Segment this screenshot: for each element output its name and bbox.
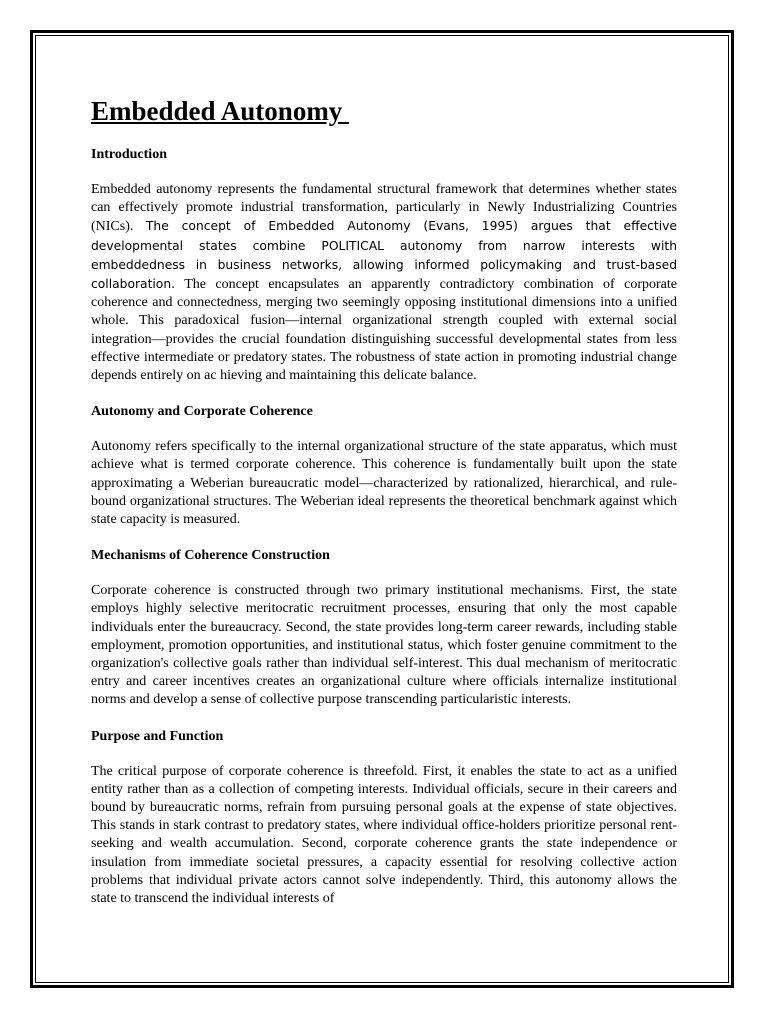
intro-text-part-1: Embedded autonomy represents the fundamental structural framework that determines whether states can effectively promote industrial transformation, particularly in Newly Industrializing Countries (NICs).	[91, 182, 677, 235]
intro-text-part-3: The concept encapsulates an apparently contradictory combination of corporate coherence and connectedness, merging two seemingly opposing institutional dimensions into a unified whole. This paradoxical fusion—internal organizational strength coupled with external social integration—provides the crucial foundation distinguishing successful developmental states from less effective intermediate or predatory states. The robustness of state action in promoting industrial change depends entirely on ac hieving and maintaining this delicate balance.	[91, 277, 677, 384]
document-body	[91, 94, 677, 926]
section-paragraph-introduction	[91, 181, 677, 385]
section-paragraph-mechanisms: Corporate coherence is constructed through two primary institutional mechanisms. First, the state employs highly selective meritocratic recruitment processes, ensuring that only the most capable individuals enter the bureaucracy. Second, the state provides long-term career rewards, including stable employment, promotion opportunities, and institutional status, which foster genuine commitment to the organization's collective goals rather than individual self-interest. This dual mechanism of meritocratic entry and career incentives creates an organizational culture where officials internalize institutional norms and develop a sense of collective purpose transcending particularistic interests.	[91, 583, 677, 708]
section-paragraph-autonomy: Autonomy refers specifically to the internal organizational structure of the state apparatus, which must achieve what is termed corporate coherence. This coherence is fundamentally built upon the state approximating a Weberian bureaucratic model—characterized by rationalized, hierarchical, and rule-bound organizational structures. The Weberian ideal represents the theoretical benchmark against which state capacity is measured.	[91, 439, 677, 528]
section-heading-mechanisms: Mechanisms of Coherence Construction	[91, 548, 330, 564]
section-heading-purpose: Purpose and Function	[91, 728, 224, 744]
intro-text-part-2: The concept of Embedded Autonomy (Evans, 1995) argues that effective developmental states combine POLITICAL autonomy from narrow interests with embeddedness in business networks, allowing informed policymaking and trust-based collaboration.	[91, 219, 677, 292]
section-paragraph-purpose: The critical purpose of corporate coherence is threefold. First, it enables the state to act as a unified entity rather than as a collection of competing interests. Individual officials, secure in their careers and bound by bureaucratic norms, refrain from pursuing personal goals at the expense of state objectives. This stands in stark contrast to predatory states, where individual office-holders prioritize personal rent-seeking and wealth accumulation. Second, corporate coherence grants the state independence or insulation from immediate societal pressures, a capacity essential for resolving collective action problems that individual private actors cannot solve independently. Third, this autonomy allows the state to transcend the individual interests of	[91, 763, 677, 907]
document-title: Embedded Autonomy	[91, 96, 350, 126]
section-heading-introduction: Introduction	[91, 147, 167, 162]
section-heading-autonomy: Autonomy and Corporate Coherence	[91, 404, 313, 420]
